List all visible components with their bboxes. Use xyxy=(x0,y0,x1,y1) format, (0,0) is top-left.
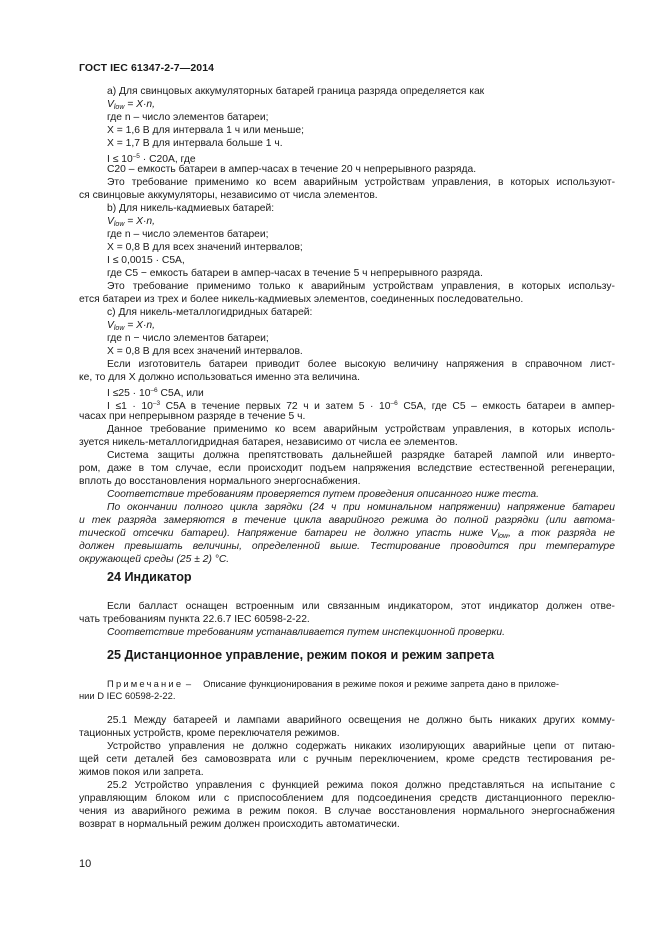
text-line: X = 0,8 В для всех значений интервалов; xyxy=(107,242,303,253)
text-line: управляющим блоком или с приспособлением для подсоединения средств дистанционного переклю- xyxy=(79,793,615,804)
text-line: чать требованиям пункта 22.6.7 IEC 60598-2-22. xyxy=(79,614,310,625)
text-line: щей сети деталей без самовозврата или с ручным переключением, кроме средств тестирования ре- xyxy=(79,754,615,765)
formula-line: $V_{low} = X\cdot n$, xyxy=(107,99,156,111)
text-line: вплоть до восстановления нормального энергоснабжения. xyxy=(79,476,361,487)
text-line: где n – число элементов батареи; xyxy=(107,112,269,123)
page-number: 10 xyxy=(79,858,92,870)
text-line: возврат в нормальный режим должен происходить автоматически. xyxy=(79,819,400,830)
text-line: 25.2 Устройство управления с функцией режима покоя должно представляться на испытание с xyxy=(107,780,615,791)
text-line: ром, даже в том случае, если происходит подъем напряжения вследствие естественной регенерации, xyxy=(79,463,615,474)
text-line: Если изготовитель батареи приводит более высокую величину напряжения в справочном лист- xyxy=(107,359,615,370)
text-line: Если балласт оснащен встроенным или связанным индикатором, этот индикатор должен отве- xyxy=(107,601,615,612)
section-25-heading: 25 Дистанционное управление, режим покоя и режим запрета xyxy=(107,648,495,662)
text-line: По окончании полного цикла зарядки (24 ч при номинальном напряжении) напряжение батареи xyxy=(107,502,615,513)
text-line: C20 – емкость батареи в ампер-часах в течение 20 ч непрерывного разряда. xyxy=(107,164,477,175)
text-line: должен превышать величины, определенной выше. Тестирование проводится при температуре xyxy=(79,541,615,552)
text-line: и тек разряда замеряются в течение цикла аварийного режима до полной разрядки (или автома- xyxy=(79,515,615,526)
formula-line: $V_{low} = X\cdot n$, xyxy=(107,320,156,332)
text-line: ется батареи из трех и более никель-кадмиевых элементов, соединенных последовательно. xyxy=(79,294,524,305)
text-line: Соответствие требованиям проверяется путем проведения описанного ниже теста. xyxy=(107,489,539,500)
formula-line: $I \le 10^{-5} \cdot C20A$, где xyxy=(107,153,196,165)
formula-line: $I \le 1 \cdot 10^{-3}$ C5A в течение первых 72 ч и затем $5 \cdot 10^{-6}$ C5A, где C5 – емкость батареи в ампер- xyxy=(107,400,615,412)
text-line: 25.1 Между батареей и лампами аварийного освещения не должно быть никаких других комму- xyxy=(107,715,615,726)
text-line: часах при непрерывном разряде в течение 5 ч. xyxy=(79,411,306,422)
text-line: ся свинцовые аккумуляторы, независимо от числа элементов. xyxy=(79,190,378,201)
text-line: Соответствие требованиям устанавливается путем инспекционной проверки. xyxy=(107,627,506,638)
text-line: где n − число элементов батареи; xyxy=(107,333,269,344)
text-line: окружающей среды (25 ± 2) °С. xyxy=(79,554,230,565)
text-line: Это требование применимо ко всем аварийным устройствам управления, в которых используют- xyxy=(107,177,615,188)
text-line: X = 1,7 В для интервала больше 1 ч. xyxy=(107,138,283,149)
text-line: Это требование применимо только к аварийным устройствам управления, в которых использу- xyxy=(107,281,615,292)
text-line: где n – число элементов батареи; xyxy=(107,229,269,240)
text-line: зуется никель-металлогидридная батарея, независимо от числа ее элементов. xyxy=(79,437,458,448)
text-line: тационных устройств, кроме переключателя режимов. xyxy=(79,728,340,739)
text-line: Данное требование применимо ко всем аварийным устройствам управления, в которых исполь- xyxy=(107,424,615,435)
section-24-heading: 24 Индикатор xyxy=(107,570,192,584)
text-line: b) Для никель-кадмиевых батарей: xyxy=(107,203,275,214)
text-line: ке, то для X должно использоваться именно эта величина. xyxy=(79,372,360,383)
formula-line: $V_{low} = X\cdot n$, xyxy=(107,216,156,228)
text-line: чения из аварийного режима в режим покоя. В случае восстановления нормального энергоснабжения xyxy=(79,806,615,817)
text-line: тической отсечки батареи). Напряжение батареи не должно упасть ниже $V_{low}$, а ток разряда не xyxy=(79,528,615,540)
text-line: I ≤ 0,0015 · C5A, xyxy=(107,255,185,266)
text-line: X = 1,6 В для интервала 1 ч или меньше; xyxy=(107,125,305,136)
text-line: c) Для никель-металлогидридных батарей: xyxy=(107,307,313,318)
note-line: нии D IEC 60598-2-22. xyxy=(79,690,176,701)
document-header: ГОСТ IEC 61347-2-7—2014 xyxy=(79,62,215,74)
formula-line: $I \le 25 \cdot 10^{-6}$ C5A, или xyxy=(107,387,204,399)
text-line: Устройство управления не должно содержать никаких изолирующих аварийные цепи от питаю- xyxy=(107,741,615,752)
text-line: Система защиты должна препятствовать дальнейшей разрядке батарей лампой или инверто- xyxy=(107,450,615,461)
text-line: X = 0,8 В для всех значений интервалов. xyxy=(107,346,303,357)
text-line: жимов покоя или запрета. xyxy=(79,767,204,778)
text-line: где C5 − емкость батареи в ампер-часах в течение 5 ч непрерывного разряда. xyxy=(107,268,483,279)
note-line: Примечание – Описание функционирования в режиме покоя и режиме запрета дано в приложе- xyxy=(107,678,560,689)
text-line: а) Для свинцовых аккумуляторных батарей граница разряда определяется как xyxy=(107,86,485,97)
